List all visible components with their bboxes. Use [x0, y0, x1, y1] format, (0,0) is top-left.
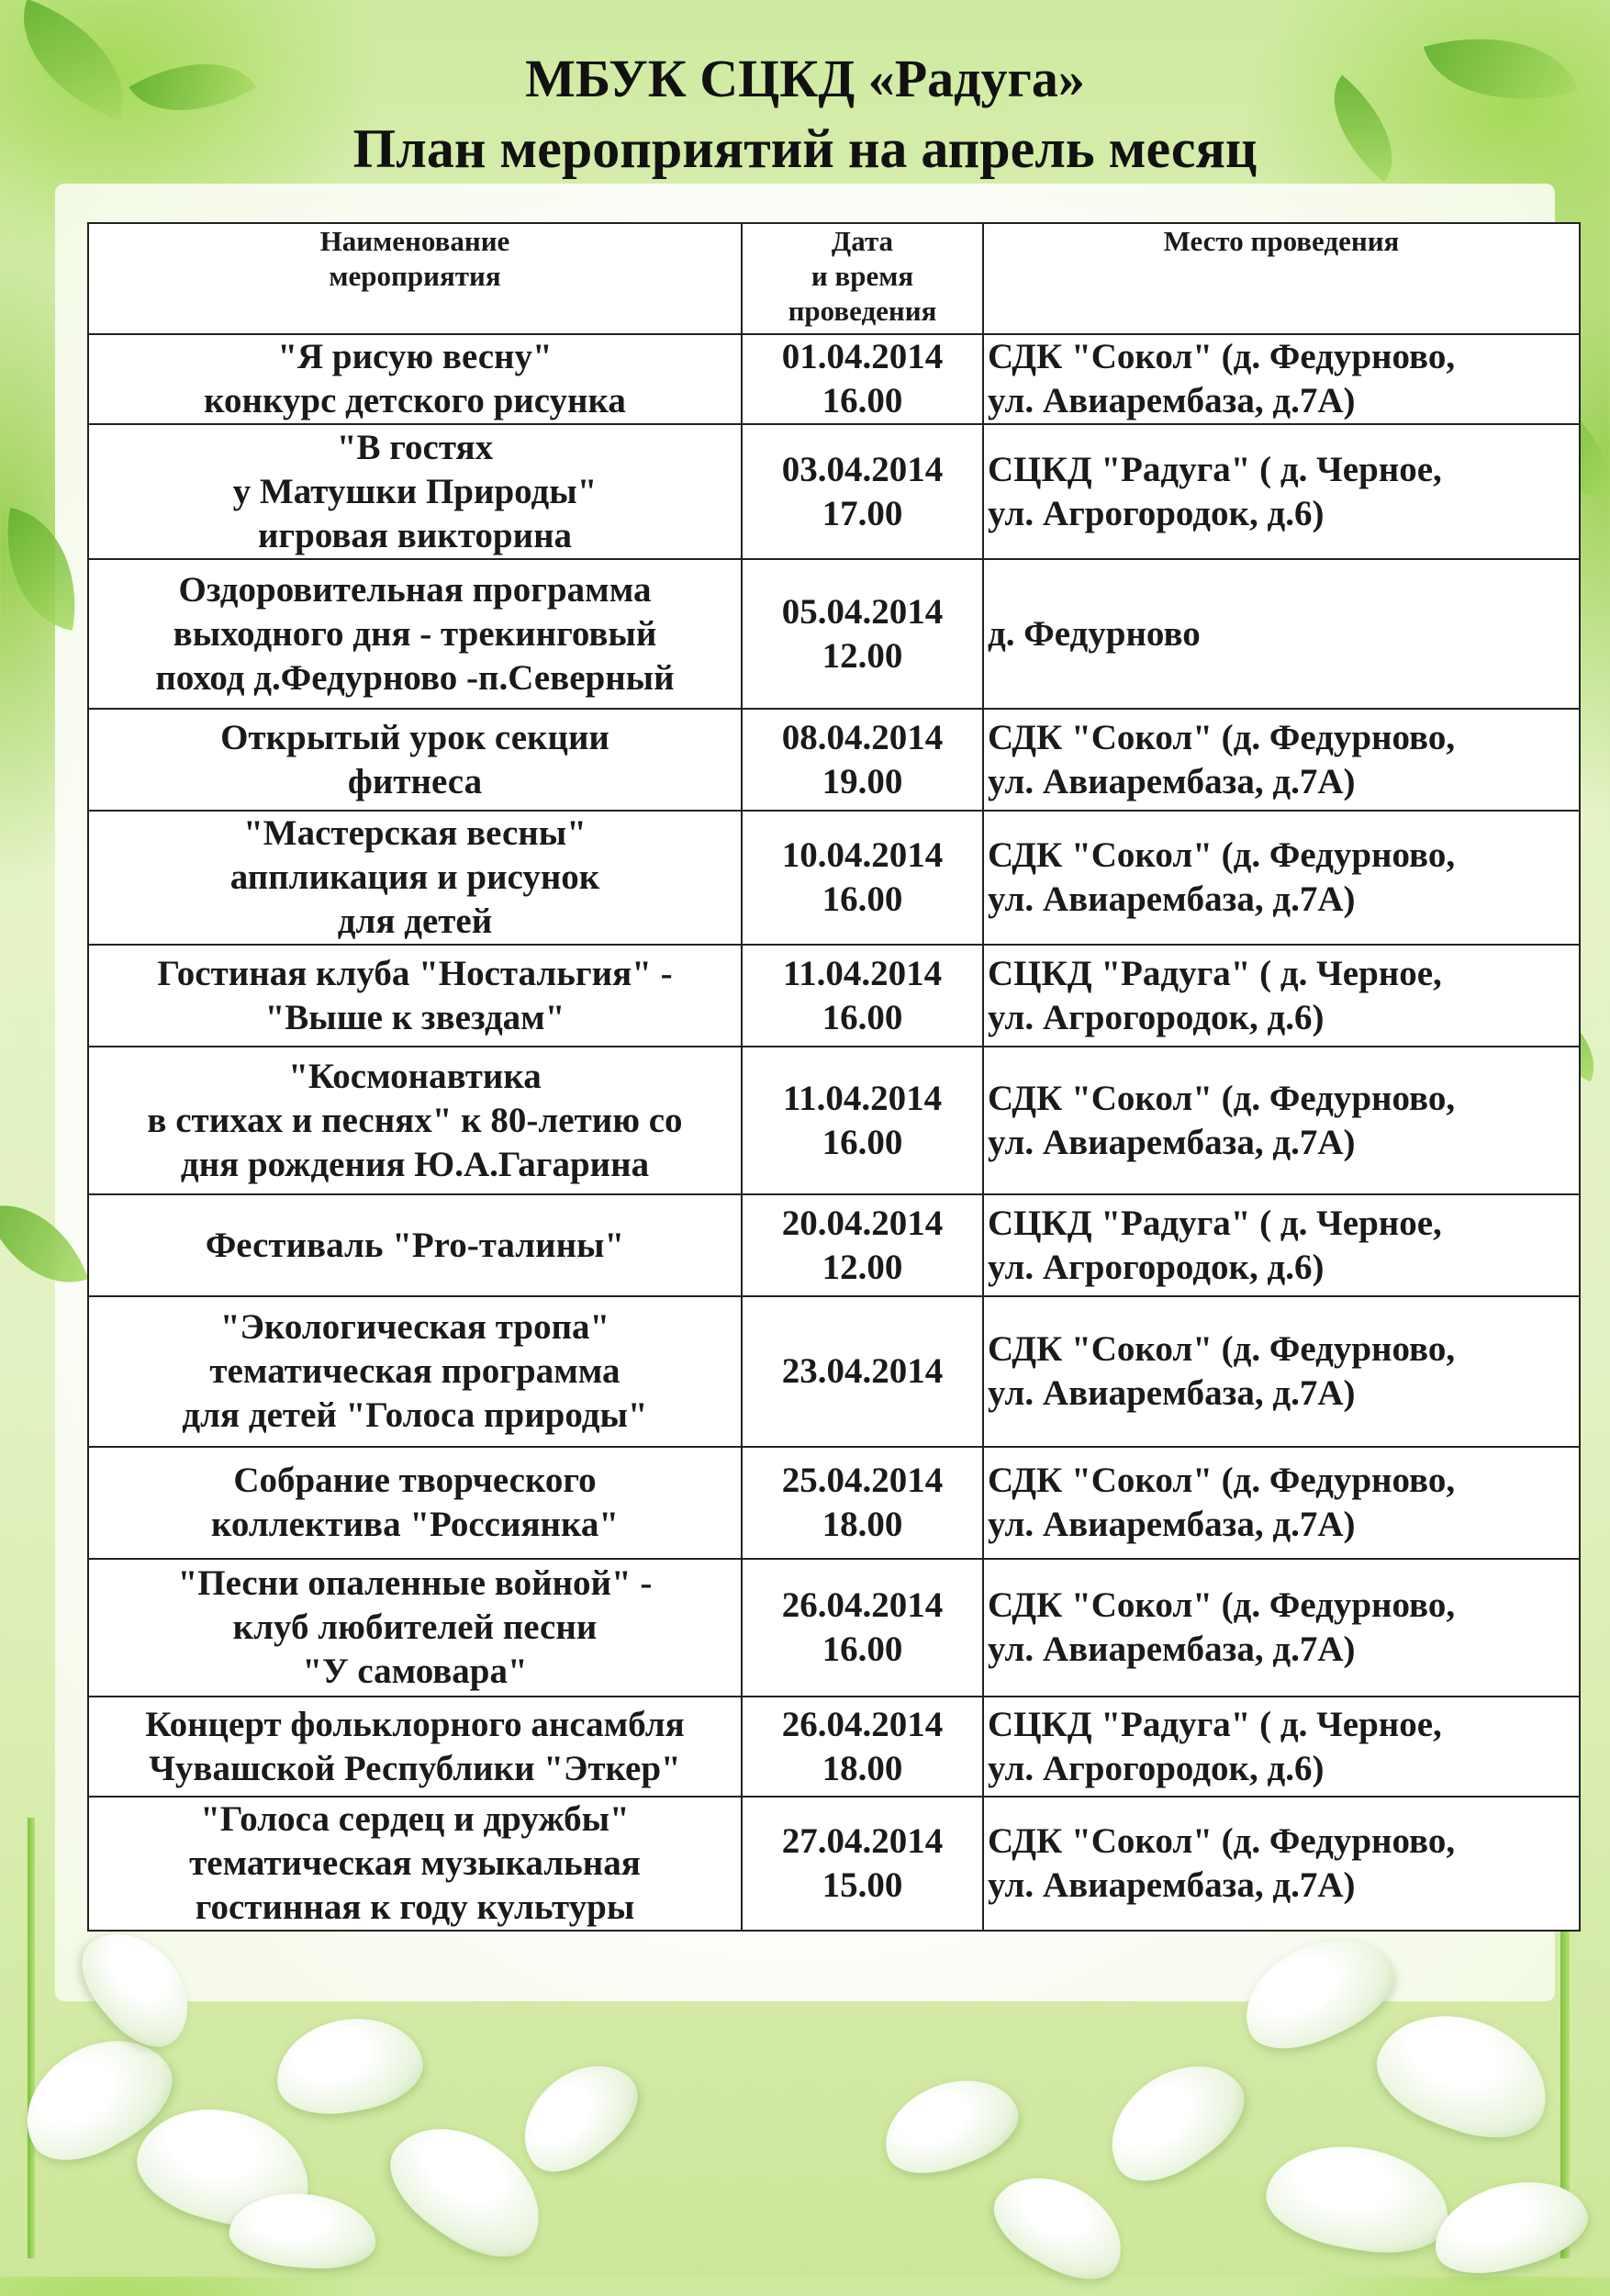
event-date-cell [742, 1194, 983, 1296]
cell-line: у Матушки Природы" [232, 471, 598, 511]
cell-line: ул. Авиарембаза, д.7А) [988, 761, 1356, 801]
cell-line: Место проведения [1163, 225, 1400, 257]
cell-line: ул. Авиарембаза, д.7А) [988, 1505, 1356, 1544]
cell-line: игровая викторина [257, 515, 573, 555]
event-name-cell [88, 811, 742, 945]
cell-line: СЦКД "Радуга" ( д. Черное, [988, 449, 1442, 489]
cell-line: тематическая программа [209, 1351, 621, 1391]
cell-line: 16.00 [822, 381, 903, 420]
table-row [88, 811, 1580, 945]
table-row [88, 1447, 1580, 1559]
cell-line: ул. Авиарембаза, д.7А) [988, 1122, 1356, 1162]
table-row [88, 1047, 1580, 1194]
event-date-cell [742, 424, 983, 559]
cell-line: 10.04.2014 [781, 835, 944, 875]
cell-line: СДК "Сокол" (д. Федурново, [988, 835, 1456, 875]
cell-line: "Космонавтика [288, 1056, 542, 1096]
cell-line: СДК "Сокол" (д. Федурново, [988, 1585, 1456, 1625]
cell-line: аппликация и рисунок [229, 857, 600, 897]
cell-line: 19.00 [822, 761, 903, 801]
event-name-cell [88, 1194, 742, 1296]
cell-line: Концерт фольклорного ансамбля [145, 1704, 685, 1744]
table-header-row [88, 223, 1580, 334]
header-name [88, 223, 742, 334]
cell-line: ул. Авиарембаза, д.7А) [988, 381, 1356, 420]
cell-line: 11.04.2014 [782, 1078, 943, 1118]
cell-line: 08.04.2014 [781, 717, 944, 757]
event-name-cell [88, 1797, 742, 1931]
event-place-cell [983, 424, 1580, 559]
cell-line: клуб любителей песни [232, 1607, 598, 1647]
cell-line: Собрание творческого [233, 1461, 597, 1500]
cell-line: 03.04.2014 [781, 449, 944, 489]
cell-line: 20.04.2014 [781, 1203, 944, 1243]
cell-line: мероприятия [329, 260, 501, 292]
event-date-cell [742, 1047, 983, 1194]
table-row [88, 1194, 1580, 1296]
cell-line: ул. Авиарембаза, д.7А) [988, 1630, 1356, 1669]
cell-line: 27.04.2014 [781, 1821, 944, 1861]
cell-line: "Мастерская весны" [243, 813, 587, 853]
event-place-cell [983, 1047, 1580, 1194]
header-date [742, 223, 983, 334]
event-name-cell [88, 1296, 742, 1447]
cell-line: "Голоса сердец и дружбы" [200, 1799, 630, 1839]
cell-line: 16.00 [822, 1630, 903, 1669]
event-place-cell [983, 559, 1580, 709]
event-date-cell [742, 1559, 983, 1697]
event-name-cell [88, 1047, 742, 1194]
cell-line: СДК "Сокол" (д. Федурново, [988, 1078, 1456, 1118]
table-row [88, 1296, 1580, 1447]
event-date-cell [742, 1697, 983, 1797]
table-row [88, 1797, 1580, 1931]
event-date-cell [742, 334, 983, 424]
cell-line: 18.00 [822, 1505, 903, 1544]
event-date-cell [742, 709, 983, 811]
cell-line: Оздоровительная программа [178, 569, 652, 610]
event-name-cell [88, 1697, 742, 1797]
cell-line: СЦКД "Радуга" ( д. Черное, [988, 953, 1442, 993]
event-place-cell [983, 1697, 1580, 1797]
event-place-cell [983, 945, 1580, 1047]
cell-line: СДК "Сокол" (д. Федурново, [988, 1821, 1456, 1861]
event-name-cell [88, 559, 742, 709]
cell-line: 16.00 [822, 1122, 903, 1162]
cell-line: СДК "Сокол" (д. Федурново, [988, 717, 1456, 757]
cell-line: 01.04.2014 [781, 337, 944, 376]
cell-line: фитнеса [347, 761, 483, 801]
cell-line: СЦКД "Радуга" ( д. Черное, [988, 1704, 1442, 1744]
cell-line: тематическая музыкальная [189, 1843, 641, 1883]
event-name-cell [88, 945, 742, 1047]
cell-line: 15.00 [822, 1865, 903, 1905]
cell-line: "Экологическая тропа" [219, 1307, 610, 1347]
cell-line: "В гостях [336, 427, 494, 467]
cell-line: Наименование [319, 225, 510, 257]
cell-line: д. Федурново [988, 613, 1201, 654]
cell-line: 25.04.2014 [781, 1461, 944, 1500]
cell-line: СДК "Сокол" (д. Федурново, [988, 1461, 1456, 1500]
page-subtitle: План мероприятий на апрель месяц [352, 118, 1258, 179]
event-place-cell [983, 1296, 1580, 1447]
event-date-cell [742, 1447, 983, 1559]
cell-line: ул. Агрогородок, д.6) [988, 1247, 1325, 1287]
cell-line: 26.04.2014 [781, 1585, 944, 1625]
cell-line: Гостиная клуба "Ностальгия" - [157, 953, 673, 993]
cell-line: для детей "Голоса природы" [182, 1395, 648, 1435]
cell-line: "У самовара" [302, 1652, 528, 1691]
cell-line: гостинная к году культуры [195, 1887, 635, 1927]
cell-line: СДК "Сокол" (д. Федурново, [988, 337, 1456, 376]
table-row [88, 334, 1580, 424]
table-row [88, 559, 1580, 709]
cell-line: ул. Авиарембаза, д.7А) [988, 879, 1356, 919]
cell-line: 12.00 [822, 635, 903, 676]
cell-line: Открытый урок секции [220, 717, 609, 757]
events-table [87, 222, 1581, 1932]
event-date-cell [742, 1797, 983, 1931]
event-place-cell [983, 811, 1580, 945]
page-title: МБУК СЦКД «Радуга» [525, 49, 1085, 108]
cell-line: 16.00 [822, 997, 903, 1037]
cell-line: дня рождения Ю.А.Гагарина [180, 1144, 650, 1184]
cell-line: в стихах и песнях" к 80-летию со [147, 1100, 683, 1140]
cell-line: СДК "Сокол" (д. Федурново, [988, 1329, 1456, 1369]
cell-line: "Выше к звездам" [264, 997, 565, 1037]
event-date-cell [742, 1296, 983, 1447]
cell-line: проведения [788, 295, 937, 327]
cell-line: выходного дня - трекинговый [173, 613, 657, 654]
event-date-cell [742, 945, 983, 1047]
cell-line: "Я рисую весну" [277, 337, 553, 376]
cell-line: Фестиваль "Pro-талины" [205, 1225, 625, 1265]
cell-line: поход д.Федурново -п.Северный [155, 657, 675, 698]
cell-line: СЦКД "Радуга" ( д. Черное, [988, 1203, 1442, 1243]
cell-line: ул. Агрогородок, д.6) [988, 493, 1325, 533]
event-place-cell [983, 1194, 1580, 1296]
cell-line: 26.04.2014 [781, 1704, 944, 1744]
cell-line: Чувашской Республики "Эткер" [149, 1748, 681, 1788]
cell-line: 18.00 [822, 1748, 903, 1788]
event-name-cell [88, 1447, 742, 1559]
cell-line: ул. Авиарембаза, д.7А) [988, 1865, 1356, 1905]
event-name-cell [88, 334, 742, 424]
cell-line: 17.00 [822, 493, 903, 533]
cell-line: ул. Авиарембаза, д.7А) [988, 1373, 1356, 1413]
event-name-cell [88, 1559, 742, 1697]
table-row [88, 945, 1580, 1047]
cell-line: коллектива "Россиянка" [210, 1505, 620, 1544]
event-date-cell [742, 811, 983, 945]
event-name-cell [88, 424, 742, 559]
event-date-cell [742, 559, 983, 709]
cell-line: Дата [831, 225, 894, 257]
event-place-cell [983, 1797, 1580, 1931]
event-place-cell [983, 1559, 1580, 1697]
event-place-cell [983, 709, 1580, 811]
decor-stripe [28, 1818, 35, 2258]
cell-line: и время [811, 260, 914, 292]
event-place-cell [983, 1447, 1580, 1559]
event-name-cell [88, 709, 742, 811]
event-place-cell [983, 334, 1580, 424]
cell-line: для детей [337, 902, 493, 941]
table-row [88, 1559, 1580, 1697]
cell-line: 11.04.2014 [782, 953, 943, 993]
cell-line: 12.00 [822, 1247, 903, 1287]
table-row [88, 1697, 1580, 1797]
cell-line: 23.04.2014 [781, 1351, 944, 1391]
cell-line: 05.04.2014 [781, 591, 944, 632]
table-row [88, 709, 1580, 811]
cell-line: "Песни опаленные войной" - [177, 1563, 653, 1603]
cell-line: ул. Агрогородок, д.6) [988, 997, 1325, 1037]
cell-line: конкурс детского рисунка [204, 381, 626, 420]
table-row [88, 424, 1580, 559]
cell-line: 16.00 [822, 879, 903, 919]
cell-line: ул. Агрогородок, д.6) [988, 1748, 1325, 1788]
header-place [983, 223, 1580, 334]
